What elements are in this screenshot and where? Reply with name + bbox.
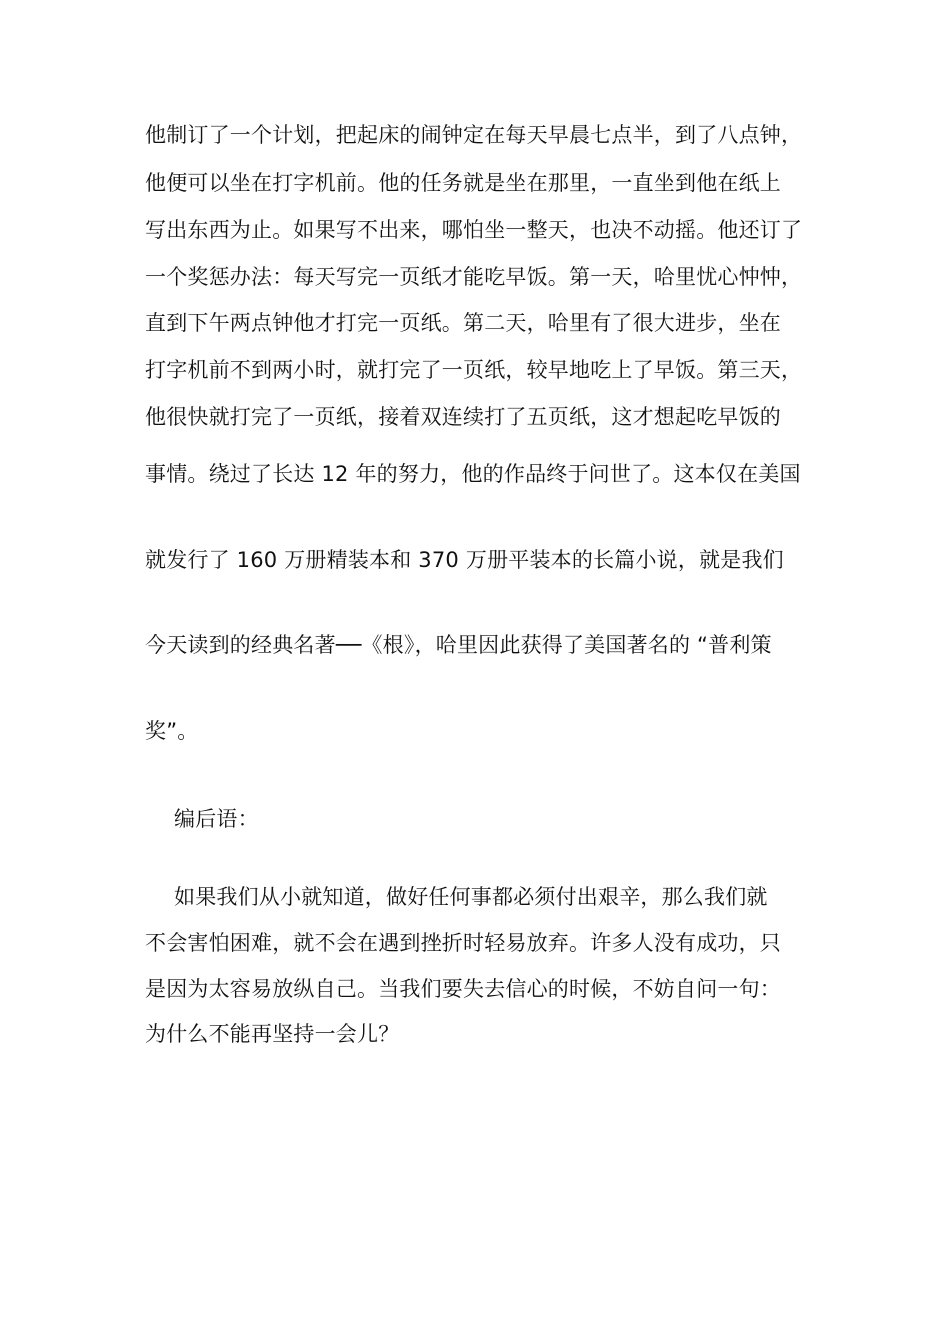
text-line: 如果我们从小就知道，做好任何事都必须付出艰辛，那么我们就 <box>174 885 768 909</box>
text-line: 他便可以坐在打字机前。他的任务就是坐在那里，一直坐到他在纸上 <box>145 171 781 195</box>
text-line: 直到下午两点钟他才打完一页纸。第二天，哈里有了很大进步，坐在 <box>145 311 781 335</box>
text-line: 一个奖惩办法：每天写完一页纸才能吃早饭。第一天，哈里忧心忡忡， <box>145 265 803 289</box>
text-line: 为什么不能再坚持一会儿？ <box>145 1022 400 1046</box>
text-line: 事情。绕过了长达 12 年的努力，他的作品终于问世了。这本仅在美国 <box>145 462 801 486</box>
text-line: 就发行了 160 万册精装本和 370 万册平装本的长篇小说，就是我们 <box>145 548 784 572</box>
text-line: 是因为太容易放纵自己。当我们要失去信心的时候，不妨自问一句： <box>145 977 781 1001</box>
text-line: 今天读到的经典名著──《根》，哈里因此获得了美国著名的 “普利策 <box>145 633 772 657</box>
text-line: 打字机前不到两小时，就打完了一页纸，较早地吃上了早饭。第三天， <box>145 358 803 382</box>
text-line: 写出东西为止。如果写不出来，哪怕坐一整天，也决不动摇。他还订了 <box>145 218 803 242</box>
text-line: 奖”。 <box>145 719 199 743</box>
text-line: 不会害怕困难，就不会在遇到挫折时轻易放弃。许多人没有成功，只 <box>145 931 781 955</box>
editor-note-heading: 编后语： <box>174 807 259 831</box>
text-line: 他很快就打完了一页纸，接着双连续打了五页纸，这才想起吃早饭的 <box>145 405 781 429</box>
text-line: 他制订了一个计划，把起床的闹钟定在每天早晨七点半，到了八点钟， <box>145 123 803 147</box>
